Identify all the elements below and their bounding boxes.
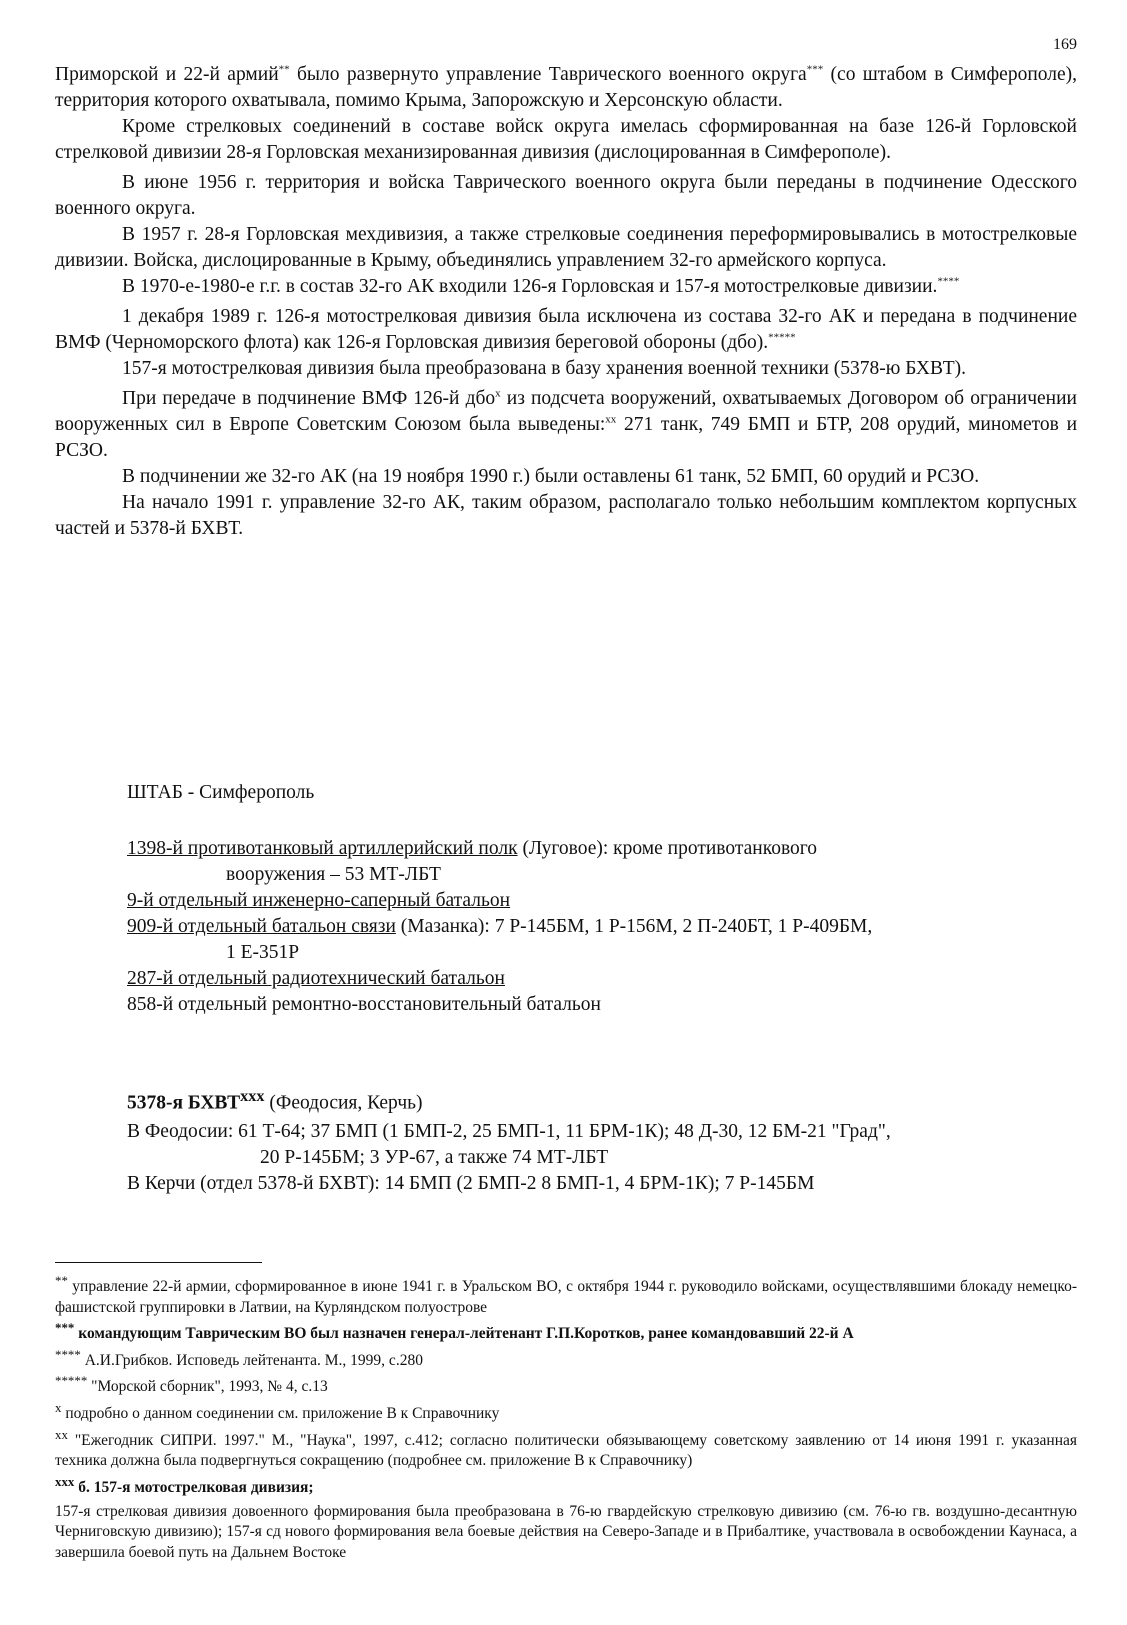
p8-text-b: из подсчета вооружений, охватываемых Договором об ограничении вооруженных сил в Европе Советским Союзом была выведены:	[55, 388, 1077, 435]
footnote	[55, 1318, 1077, 1345]
paragraph-8	[55, 386, 1077, 464]
footnote-text: "Морской сборник", 1993, № 4, с.13	[87, 1378, 328, 1396]
unit-name: 9-й отдельный инженерно-саперный батальон	[127, 890, 511, 911]
p1-text-a: Приморской и 22-й армий	[55, 64, 279, 85]
bxvt-section	[127, 1083, 1087, 1197]
footnote-text: подробно о данном соединении см. приложение В к Справочнику	[61, 1405, 500, 1423]
footnote	[55, 1425, 1077, 1472]
footnote-mark: xxx	[55, 1473, 75, 1489]
p1-text-b: было развернуто управление Таврического военного округа	[289, 64, 807, 85]
headquarters-line: ШТАБ - Симферополь	[127, 782, 315, 803]
unit-item	[127, 836, 1087, 862]
p1-text-c: (со штабом в Симферополе), территория которого охватывала, помимо Крыма, Запорожскую и Херсонскую области.	[55, 64, 1077, 111]
p8-text-a: При передаче в подчинение ВМФ 126-й дбо	[122, 388, 496, 409]
paragraph-5	[55, 274, 1077, 300]
p8-text-c: 271 танк, 749 БМП и БТР, 208 орудий, минометов и РСЗО.	[55, 414, 1078, 461]
paragraph-9: В подчинении же 32-го АК (на 19 ноября 1990 г.) были оставлены 61 танк, 52 БМП, 60 орудий и РСЗО.	[122, 466, 980, 487]
bxvt-title-text: 5378-я БХВТ	[127, 1092, 241, 1114]
footnote-text: "Ежегодник СИПРИ. 1997." М., "Наука", 1997, с.412; согласно политически обязывающему советскому заявлению от 14 июня 1991 г. указанная техника должна была подвергнуться сокращению (подробнее см. приложение В к Справочнику)	[55, 1431, 1077, 1470]
unit-details: (Луговое): кроме противотанкового	[517, 838, 818, 859]
footnote-ref: ***	[806, 63, 824, 76]
bxvt-feodosia: В Феодосии: 61 Т-64; 37 БМП (1 БМП-2, 25 БМП-1, 11 БРМ-1К); 48 Д-30, 12 БМ-21 "Град",	[127, 1120, 891, 1142]
footnote	[55, 1371, 1077, 1398]
footnote-mark: xx	[55, 1426, 68, 1442]
footnote-ref: ****	[937, 275, 960, 288]
unit-name: 287-й отдельный радиотехнический батальон	[127, 968, 505, 989]
footnote-text: управление 22-й армии, сформированное в июне 1941 г. в Уральском ВО, с октября 1944 г. руководило войсками, осуществлявшими блокаду немецко-фашистской группировки в Латвии, на Курляндском полуострове	[55, 1278, 1077, 1316]
footnote-ref: xxx	[240, 1087, 265, 1105]
footnote	[55, 1271, 1077, 1318]
footnote-ref: *****	[768, 331, 796, 344]
footnote-ref: **	[278, 63, 290, 76]
unit-details: (Мазанка): 7 Р-145БМ, 1 Р-156М, 2 П-240БТ, 1 Р-409БМ,	[395, 916, 873, 937]
bxvt-feodosia-continuation: 20 Р-145БМ; 3 УР-67, а также 74 МТ-ЛБТ	[260, 1146, 609, 1168]
footnote-divider	[55, 1262, 262, 1263]
footnotes	[55, 1271, 1077, 1563]
footnote-ref: x	[495, 387, 501, 400]
unit-item	[127, 914, 1087, 940]
paragraph-10: На начало 1991 г. управление 32-го АК, таким образом, располагало только небольшим комплектом корпусных частей и 5378-й БХВТ.	[55, 492, 1077, 539]
footnote-continuation: 157-я стрелковая дивизия довоенного формирования была преобразована в 76-ю гвардейскую стрелковую дивизию (см. 76-ю гв. воздушно-десантную Черниговскую дивизию); 157-я сд нового формирования вела боевые действия на Северо-Западе и в Прибалтике, участвовала в освобождении Каунаса, а завершила боевой путь на Дальнем Востоке	[55, 1502, 1077, 1561]
footnote-mark: x	[55, 1400, 62, 1416]
footnote	[55, 1472, 1077, 1499]
paragraph-3: В июне 1956 г. территория и войска Таврического военного округа были переданы в подчинение Одесского военного округа.	[55, 172, 1077, 219]
paragraph-4: В 1957 г. 28-я Горловская мехдивизия, а также стрелковые соединения переформировывались в мотострелковые дивизии. Войска, дислоцированные в Крыму, объединялись управлением 32-го армейского корпуса.	[55, 224, 1077, 271]
footnote-mark: ****	[55, 1346, 81, 1362]
footnote-text: б. 157-я мотострелковая дивизия;	[74, 1479, 314, 1497]
unit-name: 909-й отдельный батальон связи	[127, 916, 396, 937]
unit-item	[127, 888, 1087, 914]
page-number: 169	[1053, 36, 1077, 53]
unit-item	[127, 966, 1087, 992]
footnote-mark: *****	[55, 1373, 88, 1389]
unit-item	[127, 992, 1087, 1018]
bxvt-location: (Феодосия, Керчь)	[264, 1092, 423, 1114]
paragraph-6	[55, 304, 1077, 356]
p5-text: В 1970-е-1980-е г.г. в состав 32-го АК входили 126-я Горловская и 157-я мотострелковые дивизии.	[122, 276, 938, 297]
main-text	[55, 62, 1077, 542]
units-list	[127, 836, 1087, 1018]
unit-item-continuation: вооружения – 53 МТ-ЛБТ	[226, 864, 441, 885]
bxvt-kerch: В Керчи (отдел 5378-й БХВТ): 14 БМП (2 БМП-2 8 БМП-1, 4 БРМ-1К); 7 Р-145БМ	[127, 1172, 815, 1194]
footnote-mark: ***	[55, 1320, 75, 1336]
unit-details: 858-й отдельный ремонтно-восстановительный батальон	[127, 994, 601, 1015]
unit-name: 1398-й противотанковый артиллерийский полк	[127, 838, 518, 859]
footnote-text: А.И.Грибков. Исповедь лейтенанта. М., 1999, с.280	[80, 1351, 423, 1369]
bxvt-title	[127, 1083, 1087, 1117]
footnote	[55, 1345, 1077, 1372]
paragraph-2: Кроме стрелковых соединений в составе войск округа имелась сформированная на базе 126-й Горловской стрелковой дивизии 28-я Горловская механизированная дивизия (дислоцированная в Симферополе).	[55, 116, 1077, 163]
footnote-text: командующим Таврическим ВО был назначен генерал-лейтенант Г.П.Коротков, ранее командовавший 22-й А	[74, 1325, 854, 1343]
unit-item-continuation: 1 Е-351Р	[226, 942, 300, 963]
p6-text: 1 декабря 1989 г. 126-я мотострелковая дивизия была исключена из состава 32-го АК и передана в подчинение ВМФ (Черноморского флота) как 126-я Горловская дивизия береговой обороны (дбо).	[55, 306, 1077, 353]
paragraph-7: 157-я мотострелковая дивизия была преобразована в базу хранения военной техники (5378-ю БХВТ).	[122, 358, 967, 379]
paragraph-1	[55, 62, 1077, 114]
footnote-ref: xx	[605, 413, 617, 426]
footnote	[55, 1398, 1077, 1425]
footnote-mark: **	[55, 1273, 68, 1288]
